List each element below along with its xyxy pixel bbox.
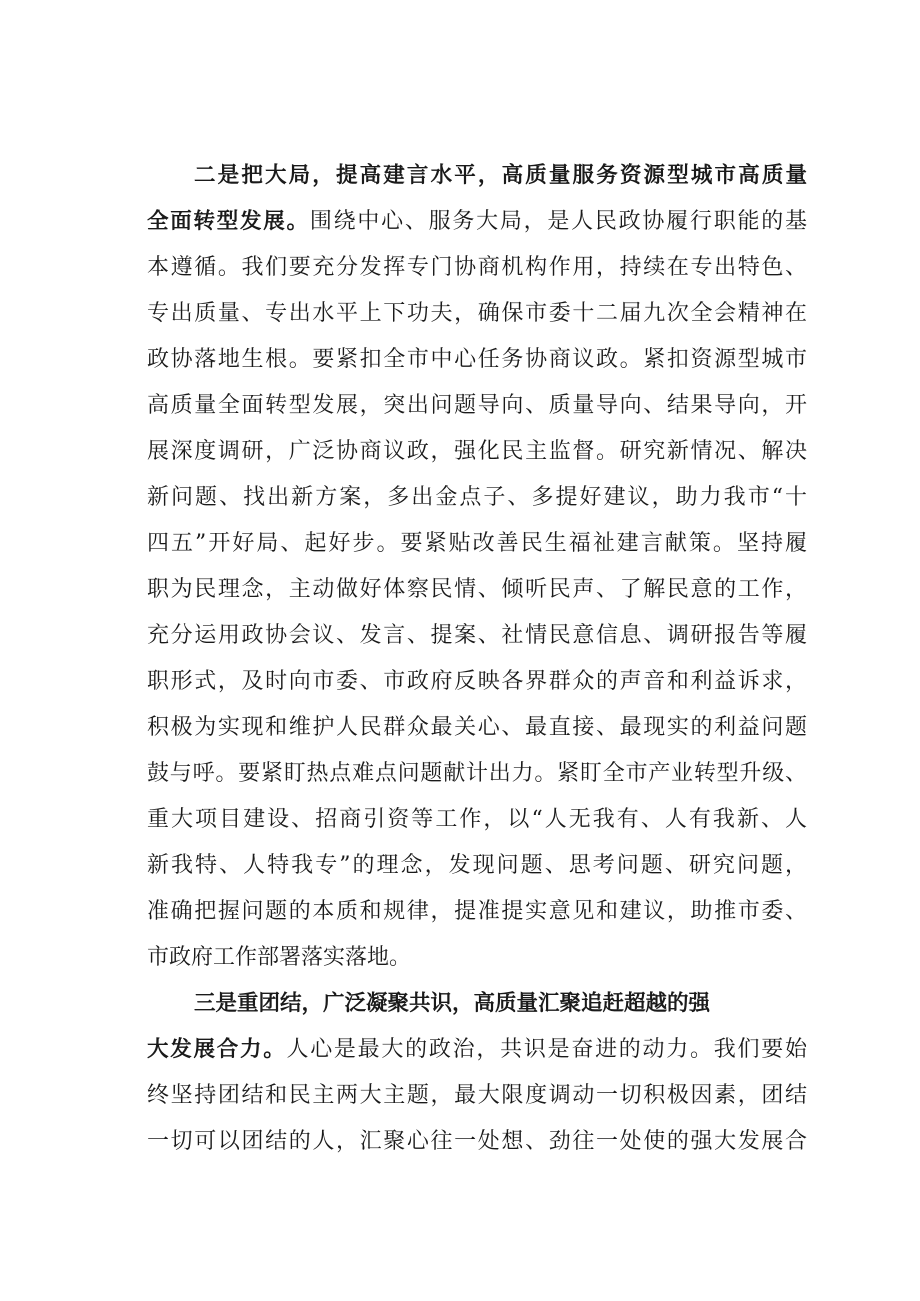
paragraph-1-line-15: 重大项目建设、招商引资等工作，以“人无我有、人有我新、人 — [147, 807, 807, 832]
paragraph-1-line-17: 准确把握问题的本质和规律，提准提实意见和建议，助推市委、 — [147, 899, 807, 924]
paragraph-1-line-1 — [194, 156, 807, 196]
paragraph-1-line-12: 职形式，及时向市委、市政府反映各界群众的声音和利益诉求， — [147, 669, 807, 694]
paragraph-2-line-3: 终坚持团结和民主两大主题，最大限度调动一切积极因素，团结 — [147, 1083, 807, 1108]
paragraph-1-line-4: 专出质量、专出水平上下功夫，确保市委十二届九次全会精神在 — [147, 301, 807, 326]
paragraph-1-line-9: 四五”开好局、起好步。要紧贴改善民生福祉建言献策。坚持履 — [147, 531, 807, 556]
paragraph-1-line-16: 新我特、人特我专”的理念，发现问题、思考问题、研究问题， — [147, 853, 807, 878]
paragraph-2-heading-end: 大发展合力。 — [147, 1037, 287, 1062]
paragraph-2-line-4: 一切可以团结的人，汇聚心往一处想、劲往一处使的强大发展合 — [147, 1129, 807, 1154]
paragraph-1-line-3: 本遵循。我们要充分发挥专门协商机构作用，持续在专出特色、 — [147, 255, 807, 280]
paragraph-2-heading: 三是重团结，广泛凝聚共识，高质量汇聚追赶超越的强 — [194, 991, 711, 1016]
paragraph-1-heading: 二是把大局，提高建言水平，高质量服务资源型城市高质量 — [194, 163, 807, 188]
paragraph-1-line-13: 积极为实现和维护人民群众最关心、最直接、最现实的利益问题 — [147, 715, 807, 740]
paragraph-1-line-18: 市政府工作部署落实落地。 — [147, 945, 412, 970]
paragraph-1-line-6: 高质量全面转型发展，突出问题导向、质量导向、结果导向，开 — [147, 393, 807, 418]
paragraph-1-line-10: 职为民理念，主动做好体察民情、倾听民声、了解民意的工作， — [147, 577, 807, 602]
paragraph-1-line-8: 新问题、找出新方案，多出金点子、多提好建议，助力我市“十 — [147, 485, 807, 510]
paragraph-1-line-7: 展深度调研，广泛协商议政，强化民主监督。研究新情况、解决 — [147, 439, 807, 464]
paragraph-1-line-14: 鼓与呼。要紧盯热点难点问题献计出力。紧盯全市产业转型升级、 — [147, 761, 807, 786]
paragraph-2-line-1 — [194, 984, 807, 1024]
paragraph-1-heading-end: 全面转型发展。 — [147, 209, 310, 234]
paragraph-1-line-5: 政协落地生根。要紧扣全市中心任务协商议政。紧扣资源型城市 — [147, 347, 807, 372]
paragraph-2-line-2: 大发展合力。人心是最大的政治，共识是奋进的动力。我们要始 — [147, 1037, 807, 1062]
paragraph-1-line-2: 全面转型发展。围绕中心、服务大局，是人民政协履行职能的基 — [147, 209, 807, 234]
paragraph-1-line-11: 充分运用政协会议、发言、提案、社情民意信息、调研报告等履 — [147, 623, 807, 648]
